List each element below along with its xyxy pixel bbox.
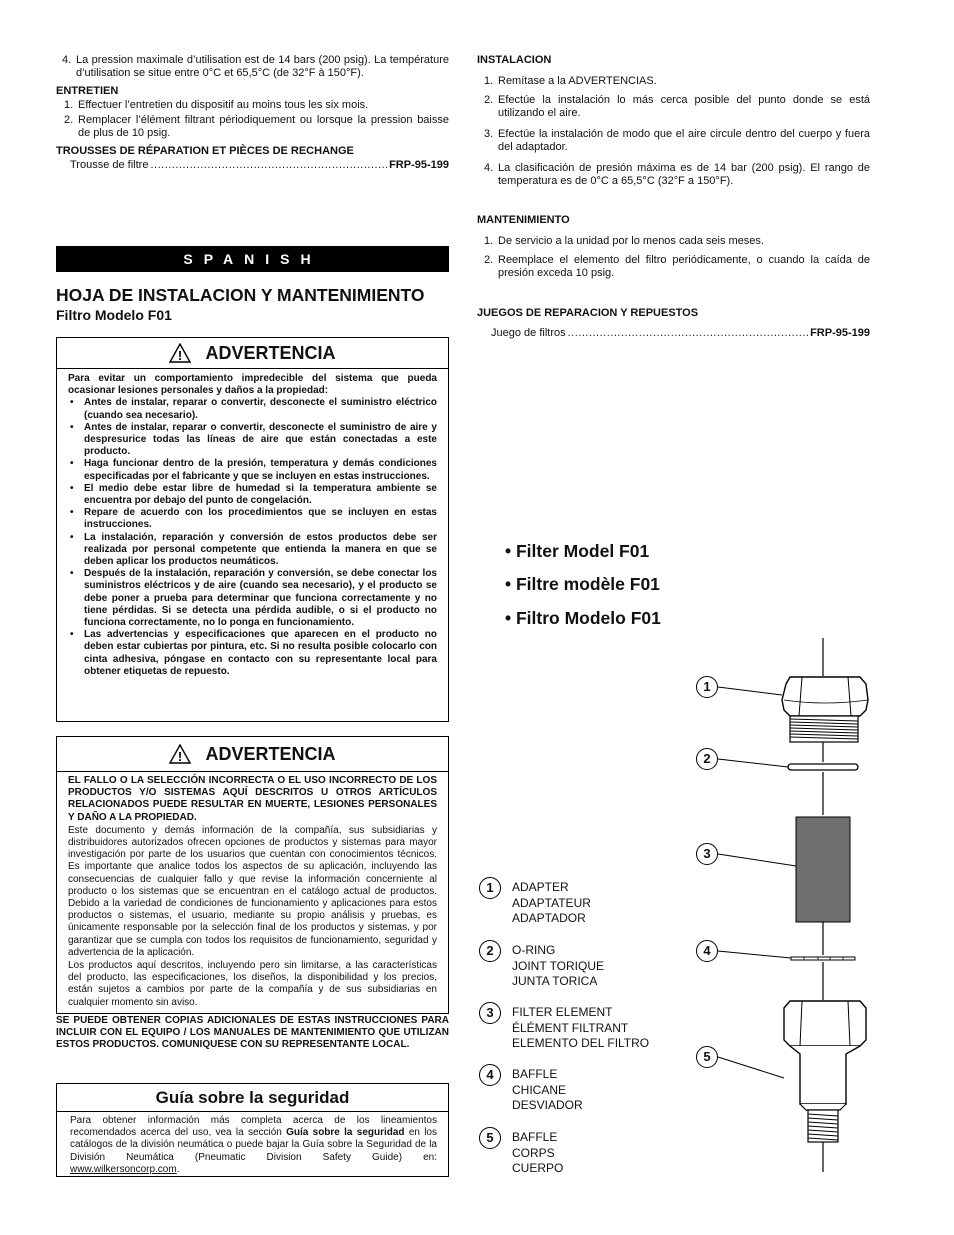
legend-num-3: 3	[479, 1002, 501, 1024]
es-juego-label: Juego de filtros	[491, 327, 566, 339]
legend-item-2: O-RING JOINT TORIQUE JUNTA TORICA	[512, 943, 605, 988]
warning-2-title: ADVERTENCIA	[205, 743, 336, 764]
legend-num-4: 4	[479, 1064, 501, 1086]
fr-trousse-label: Trousse de filtre	[70, 159, 149, 171]
safety-guide-box	[56, 1083, 449, 1177]
es-mantenimiento-item-2: 2. Reemplace el elemento del filtro periódicamente, o cuando la caída de presión exceda 10 psig.	[484, 254, 870, 279]
warning-1-header	[57, 338, 448, 369]
svg-text:!: !	[178, 749, 183, 764]
safety-guide-header	[57, 1084, 448, 1112]
legend-item-5: BAFFLE CORPS CUERPO	[512, 1130, 564, 1175]
es-instalacion-heading: INSTALACION	[477, 54, 552, 66]
model-name-fr: • Filtre modèle F01	[505, 574, 660, 594]
fr-item-4	[62, 54, 449, 80]
spanish-title: HOJA DE INSTALACION Y MANTENIMIENTO	[56, 285, 425, 305]
safety-guide-title: Guía sobre la seguridad	[155, 1087, 350, 1107]
diagram-callout-5: 5	[696, 1046, 718, 1068]
fr-trousse-part: FRP-95-199	[389, 159, 449, 171]
fr-item-4-num: 4.	[62, 54, 72, 66]
legend-num-5: 5	[479, 1127, 501, 1149]
warning-1-bullet: • La instalación, reparación y conversión de estos productos debe ser realizada por personal competente que entienda la manera en que se deben aplicar los productos neumáticos.	[68, 532, 437, 569]
warning-triangle-icon	[169, 744, 191, 764]
fr-item-4-text: La pression maximale d’utilisation est de 14 bars (200 psig). La température d’utilisation se situe entre 0°C et 65,5°C (de 32°F à 150°F).	[76, 54, 449, 79]
warning-triangle-icon	[169, 343, 191, 363]
model-name-es: • Filtro Modelo F01	[505, 608, 661, 628]
spanish-banner: SPANISH	[56, 246, 449, 272]
es-instalacion-item-2: 2. Efectúe la instalación lo más cerca posible del punto donde se está utilizando el aire.	[484, 94, 870, 119]
diagram-callout-1: 1	[696, 676, 718, 698]
fr-entretien-heading: ENTRETIEN	[56, 85, 119, 97]
svg-text:!: !	[178, 348, 183, 363]
legend-item-4: BAFFLE CHICANE DESVIADOR	[512, 1067, 583, 1112]
warning-1-bullet: • Después de la instalación, reparación y conversión, se debe conectar los suministros eléctricos y de aire (cuando sea necesario), y el producto se debe poner a prueba para determinar que funciona correctamente y no tiene pérdidas. Si se detecta una pérdida audible, o si el producto no funciona correctamente, no lo ponga en funcionamiento.	[68, 568, 437, 629]
warning-1-bullet: • Antes de instalar, reparar o convertir, desconecte el suministro eléctrico (cuando sea necesario).	[68, 397, 437, 421]
warning-1-title: ADVERTENCIA	[205, 342, 336, 363]
warning-1-bullet: • Repare de acuerdo con los procedimientos que se incluyen en estas instrucciones.	[68, 507, 437, 531]
warning-1-bullet: • Las advertencias y especificaciones que aparecen en el producto no deben estar cubiertas por pintura, etc. Si no resulta posible colocarlo con cinta adhesiva, póngase en contacto con su representante local para obtener etiquetas de repuesto.	[68, 629, 437, 678]
warning-1-bullet: • El medio debe estar libre de humedad si la temperatura ambiente se encuentra por debajo del punto de congelación.	[68, 483, 437, 507]
diagram-callout-3: 3	[696, 843, 718, 865]
es-instalacion-item-4: 4. La clasificación de presión máxima es de 14 bar (200 psig). El rango de temperatura es de 0°C a 65,5°C (32°F a 150°F).	[484, 162, 870, 187]
warning-2-para-1: Este documento y demás información de la compañía, sus subsidiarias y distribuidores autorizados ofrecen opciones de productos y sistemas para mayor investigación por parte de los usuarios que cuentan con conocimientos técnicos. Es importante que analice todos los aspectos de su aplicación, incluyendo las consecuencias de cualquier fallo y que revise la información concerniente al producto o los sistemas que se encuentran en el catálogo actual de productos. Debido a la variedad de condiciones de funcionamiento y aplicaciones para estos productos o sistemas, el usuario, mediante su propio análisis y pruebas, es únicamente responsable por la selección final de los productos y sistemas, y por garantizar que se cumpla con todos los requisitos de funcionamiento, seguridad y advertencia de la aplicación.	[68, 824, 437, 958]
legend-num-1: 1	[479, 877, 501, 899]
spanish-subtitle: Filtro Modelo F01	[56, 307, 172, 323]
exploded-filter-diagram	[680, 636, 880, 1176]
o-ring-part	[788, 764, 858, 770]
fr-trousse-line	[70, 159, 449, 171]
diagram-callout-2: 2	[696, 748, 718, 770]
es-instalacion-item-3: 3. Efectúe la instalación de modo que el aire circule dentro del cuerpo y fuera del adaptador.	[484, 128, 870, 153]
legend-item-1: ADAPTER ADAPTATEUR ADAPTADOR	[512, 880, 591, 925]
es-instalacion-item-1: 1. Remítase a la ADVERTENCIAS.	[484, 75, 657, 87]
warning-2-para-2: Los productos aquí descritos, incluyendo pero sin limitarse, a las características del producto, las especificaciones, los diseños, la disponibilidad y los precios, están sujetos a cambios por parte de la compañía y de sus subsidiarias en cualquier momento sin aviso.	[68, 960, 437, 1008]
baffle-part	[791, 957, 855, 960]
warning-1-intro: Para evitar un comportamiento impredecible del sistema que pueda ocasionar lesiones personales y daños a la propiedad:	[68, 373, 437, 397]
warning-box-2	[56, 736, 449, 1014]
warning-2-header	[57, 737, 448, 772]
warning-1-bullet: • Antes de instalar, reparar o convertir, desconecte el suministro de aire y despresurice todas las líneas de aire que están conectadas a este producto.	[68, 422, 437, 459]
filter-element-part	[796, 817, 850, 922]
fr-entretien-item-1: 1. Effectuer l’entretien du dispositif au moins tous les six mois.	[64, 99, 369, 111]
body-part	[784, 1001, 866, 1142]
es-mantenimiento-heading: MANTENIMIENTO	[477, 214, 570, 226]
warning-1-list	[68, 397, 437, 678]
model-name-en: • Filter Model F01	[505, 541, 650, 561]
legend-num-2: 2	[479, 940, 501, 962]
diagram-callout-4: 4	[696, 940, 718, 962]
es-juego-part: FRP-95-199	[810, 327, 870, 339]
warning-2-bold-para: EL FALLO O LA SELECCIÓN INCORRECTA O EL USO INCORRECTO DE LOS PRODUCTOS Y/O SISTEMAS AQUÍ DESCRITOS U OTROS ARTÍCULOS RELACIONADOS PUEDE RESULTAR EN MUERTE, LESIONES PERSONALES Y DAÑO A LA PROPIEDAD.	[68, 775, 437, 823]
warning-1-bullet: • Haga funcionar dentro de la presión, temperatura y demás condiciones especificadas por el fabricante y que se incluyen en estas instrucciones.	[68, 458, 437, 482]
es-juegos-heading: JUEGOS DE REPARACION Y REPUESTOS	[477, 307, 699, 319]
es-mantenimiento-item-1: 1. De servicio a la unidad por lo menos cada seis meses.	[484, 235, 764, 247]
wilkerson-website-link[interactable]: www.wilkersoncorp.com	[70, 1163, 177, 1175]
es-juego-line	[491, 327, 870, 339]
warning-box-1	[56, 337, 449, 722]
legend-item-3: FILTER ELEMENT ÉLÉMENT FILTRANT ELEMENTO DEL FILTRO	[512, 1005, 650, 1050]
leader-dots	[568, 327, 808, 339]
adapter-part	[782, 677, 868, 742]
safety-guide-text: Para obtener información más completa acerca de los lineamientos recomendados acerca del uso, vea la sección Guía sobre la seguridad en los catálogos de la división neumática o puede bajar la Guía sobre la Seguridad de la División Neumática (Pneumatic Division Safety Guide) en: www.wilkersoncorp.com.	[70, 1115, 437, 1175]
fr-entretien-item-2: 2. Remplacer l’élément filtrant périodiquement ou lorsque la pression baisse de plus de 10 psig.	[64, 114, 449, 139]
fr-trousses-heading: TROUSSES DE RÉPARATION ET PIÈCES DE RECHANGE	[56, 145, 354, 157]
copies-note: SE PUEDE OBTENER COPIAS ADICIONALES DE ESTAS INSTRUCCIONES PARA INCLUIR CON EL EQUIPO / LOS MANUALES DE MANTENIMIENTO QUE UTILIZAN ESTOS PRODUCTOS. COMUNIQUESE CON SU REPRESENTANTE LOCAL.	[56, 1015, 449, 1051]
leader-dots	[150, 159, 387, 171]
